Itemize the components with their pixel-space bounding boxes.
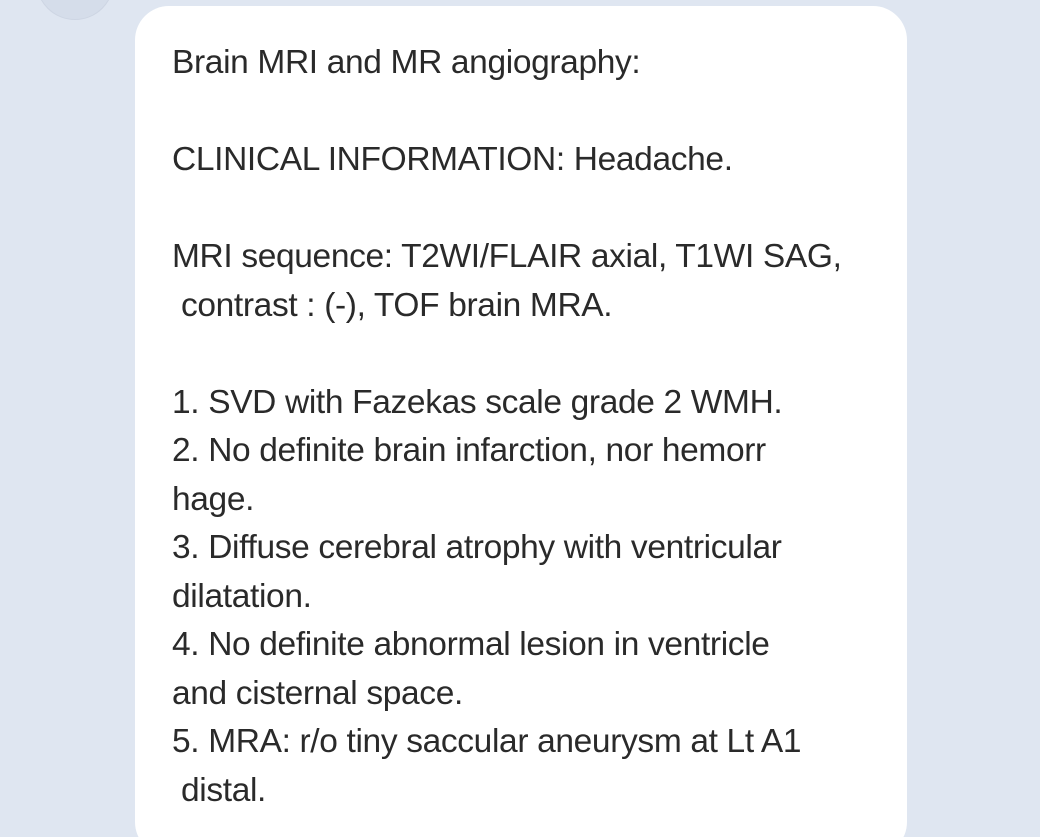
message-line: Brain MRI and MR angiography: bbox=[172, 44, 641, 81]
message-line: 2. No definite brain infarction, nor hemorr bbox=[172, 432, 766, 469]
message-line: hage. bbox=[172, 480, 255, 518]
message-blank-line bbox=[172, 185, 889, 234]
message-blank-line bbox=[172, 88, 889, 137]
message-bubble[interactable] bbox=[135, 6, 907, 837]
message-line: and cisternal space. bbox=[172, 674, 463, 712]
message-line: contrast : (-), TOF brain MRA. bbox=[172, 286, 613, 324]
message-line: 4. No definite abnormal lesion in ventricle bbox=[172, 626, 770, 663]
message-line: dilatation. bbox=[172, 577, 312, 615]
message-line: MRI sequence: T2WI/FLAIR axial, T1WI SAG, bbox=[172, 238, 842, 275]
avatar[interactable] bbox=[36, 0, 114, 20]
message-line: CLINICAL INFORMATION: Headache. bbox=[172, 141, 733, 178]
message-line: 5. MRA: r/o tiny saccular aneurysm at Lt A1 bbox=[172, 723, 802, 760]
message-line: 1. SVD with Fazekas scale grade 2 WMH. bbox=[172, 383, 783, 421]
message-blank-line bbox=[172, 330, 889, 379]
message-line: 3. Diffuse cerebral atrophy with ventricular bbox=[172, 529, 782, 566]
message-line: distal. bbox=[172, 771, 267, 809]
